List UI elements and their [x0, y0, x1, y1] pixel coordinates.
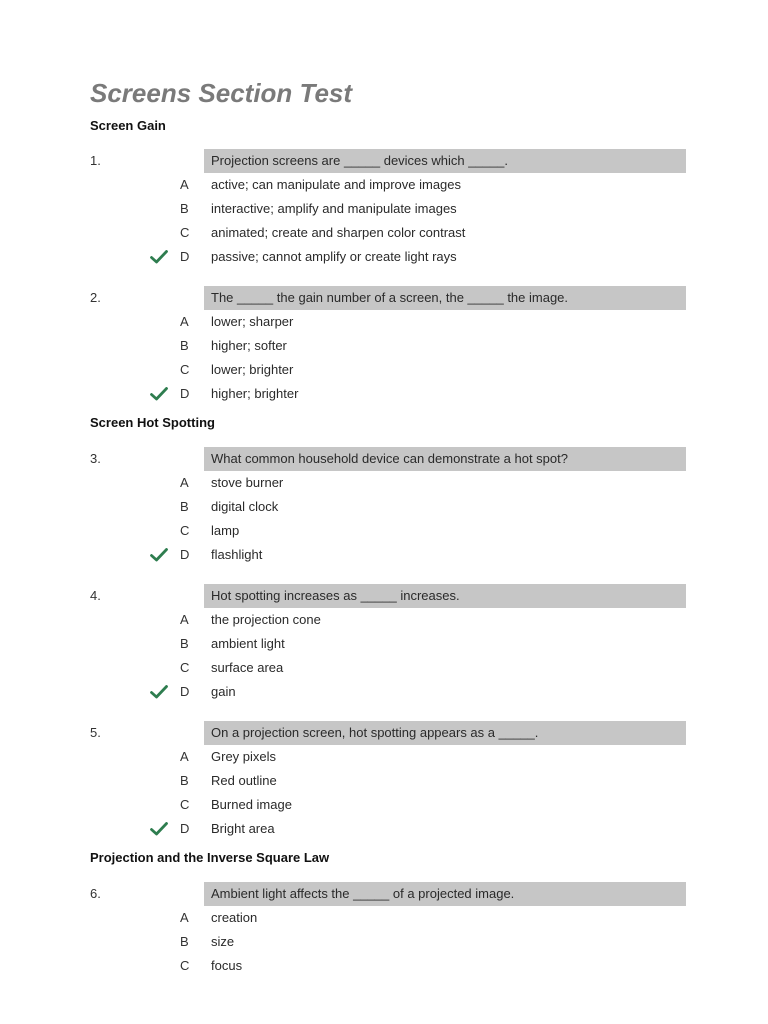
option-text: gain	[211, 684, 236, 699]
option-letter: B	[180, 636, 189, 651]
correct-answer-check-icon	[150, 548, 168, 562]
option-text: animated; create and sharpen color contrast	[211, 225, 466, 240]
option-text: focus	[211, 958, 243, 973]
option-text: passive; cannot amplify or create light rays	[211, 249, 457, 264]
correct-answer-check-icon	[150, 822, 168, 836]
option-letter: D	[180, 386, 190, 401]
question-number: 1.	[90, 153, 101, 168]
question-number: 6.	[90, 886, 101, 901]
question-text: Projection screens are _____ devices which _____.	[204, 149, 686, 173]
option-letter: C	[180, 523, 190, 538]
option-letter: A	[180, 475, 189, 490]
correct-answer-check-icon	[150, 250, 168, 264]
correct-answer-check-icon	[150, 685, 168, 699]
option-letter: D	[180, 547, 190, 562]
option-text: stove burner	[211, 475, 284, 490]
option-letter: C	[180, 958, 190, 973]
option-text: digital clock	[211, 499, 279, 514]
question-number: 3.	[90, 451, 101, 466]
option-letter: B	[180, 201, 189, 216]
option-text: active; can manipulate and improve images	[211, 177, 462, 192]
option-letter: C	[180, 797, 190, 812]
correct-answer-check-icon	[150, 387, 168, 401]
option-text: interactive; amplify and manipulate images	[211, 201, 457, 216]
option-letter: A	[180, 910, 189, 925]
option-text: the projection cone	[211, 612, 321, 627]
option-text: lamp	[211, 523, 240, 538]
option-letter: B	[180, 499, 189, 514]
option-letter: A	[180, 749, 189, 764]
section-heading: Screen Gain	[90, 118, 166, 133]
option-letter: C	[180, 660, 190, 675]
option-text: higher; softer	[211, 338, 287, 353]
option-letter: B	[180, 934, 189, 949]
option-text: flashlight	[211, 547, 263, 562]
option-text: lower; brighter	[211, 362, 294, 377]
option-text: higher; brighter	[211, 386, 299, 401]
option-letter: A	[180, 177, 189, 192]
option-letter: D	[180, 684, 190, 699]
option-text: Grey pixels	[211, 749, 277, 764]
question-text: Ambient light affects the _____ of a projected image.	[204, 882, 686, 906]
option-text: creation	[211, 910, 258, 925]
option-letter: A	[180, 612, 189, 627]
question-text: On a projection screen, hot spotting appears as a _____.	[204, 721, 686, 745]
question-number: 4.	[90, 588, 101, 603]
option-text: Bright area	[211, 821, 275, 836]
option-text: lower; sharper	[211, 314, 294, 329]
option-text: Red outline	[211, 773, 277, 788]
option-letter: B	[180, 773, 189, 788]
option-text: Burned image	[211, 797, 292, 812]
option-letter: C	[180, 225, 190, 240]
option-letter: B	[180, 338, 189, 353]
option-letter: A	[180, 314, 189, 329]
section-heading: Projection and the Inverse Square Law	[90, 850, 330, 865]
question-text: The _____ the gain number of a screen, the _____ the image.	[204, 286, 686, 310]
option-letter: C	[180, 362, 190, 377]
page-title: Screens Section Test	[90, 78, 353, 108]
option-text: surface area	[211, 660, 284, 675]
question-text: Hot spotting increases as _____ increases.	[204, 584, 686, 608]
question-number: 5.	[90, 725, 101, 740]
option-letter: D	[180, 249, 190, 264]
option-text: size	[211, 934, 235, 949]
question-number: 2.	[90, 290, 101, 305]
option-letter: D	[180, 821, 190, 836]
section-heading: Screen Hot Spotting	[90, 415, 215, 430]
question-text: What common household device can demonstrate a hot spot?	[204, 447, 686, 471]
option-text: ambient light	[211, 636, 285, 651]
